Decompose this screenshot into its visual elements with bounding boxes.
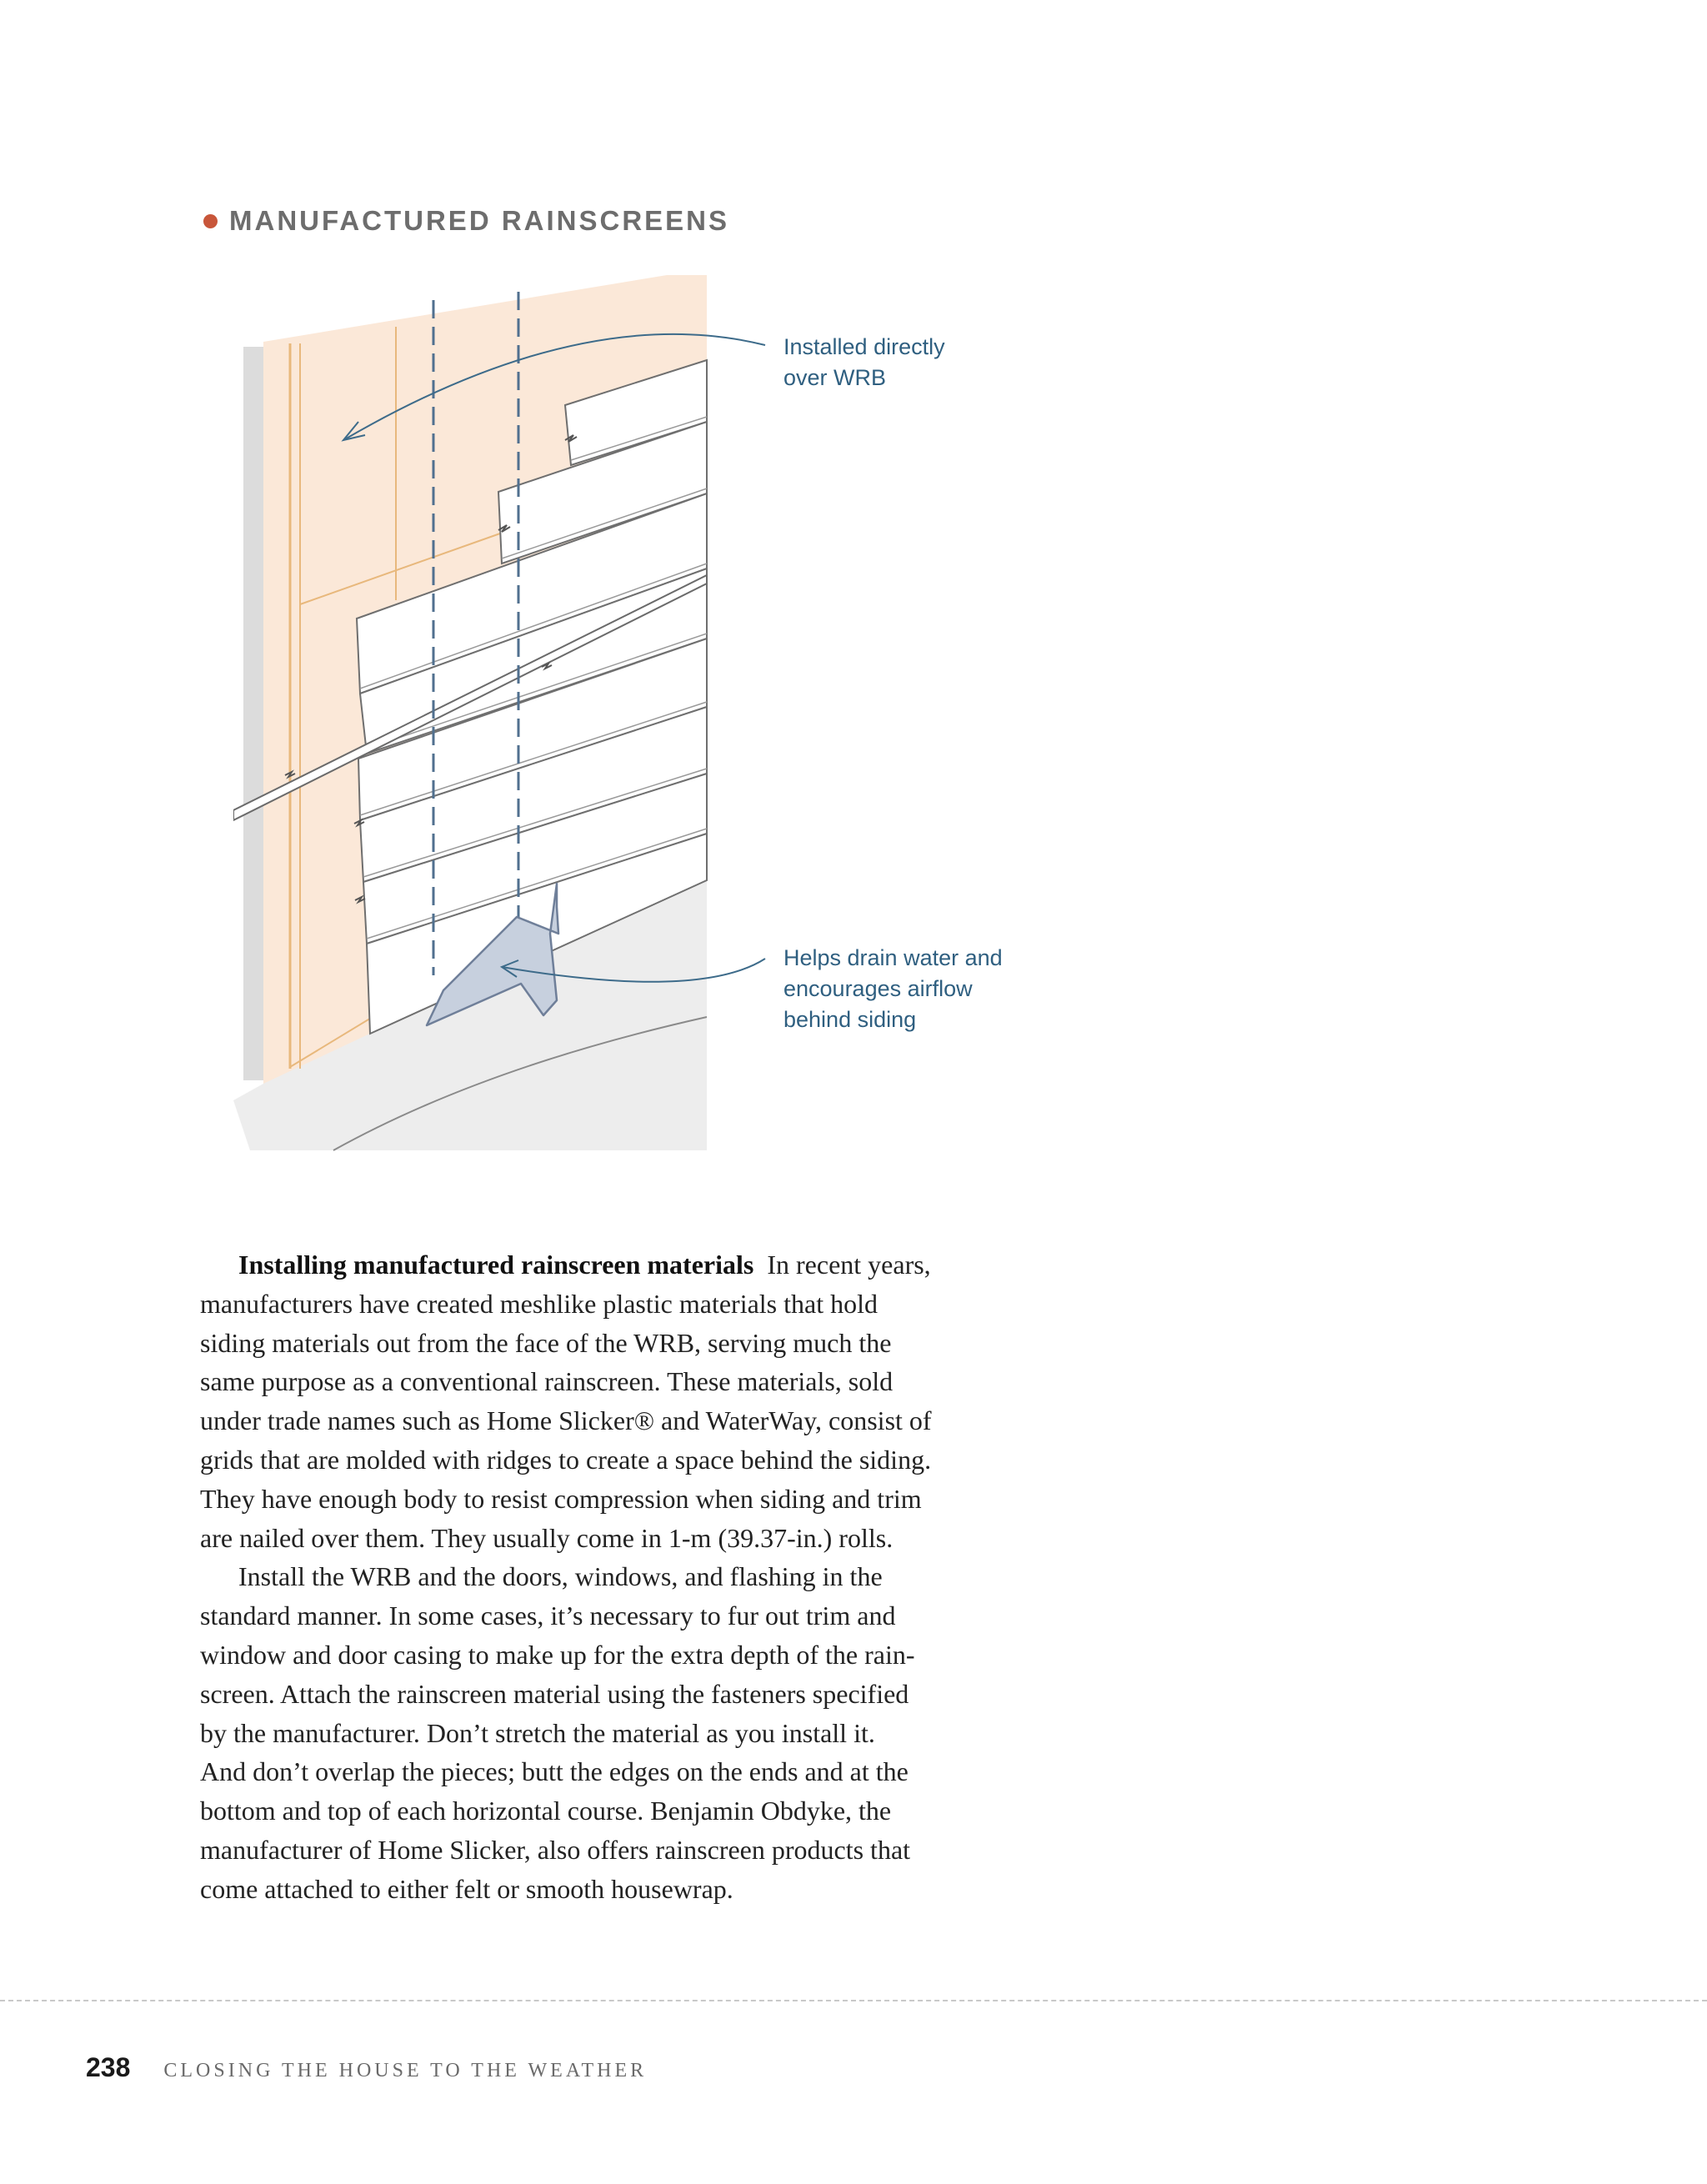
text-line: bottom and top of each horizontal course. Benjamin Obdyke, the (200, 1796, 892, 1826)
body-text (200, 1245, 1059, 1909)
page-footer (86, 2052, 647, 2083)
callout-installed-over-wrb (783, 332, 945, 393)
section-title: MANUFACTURED RAINSCREENS (229, 205, 730, 236)
text-line: come attached to either felt or smooth housewrap. (200, 1873, 733, 1904)
paragraph-2 (200, 1557, 1059, 1908)
section-heading (203, 205, 729, 237)
rainscreen-illustration (233, 267, 867, 1167)
page-number: 238 (86, 2052, 131, 2082)
text-line: grids that are molded with ridges to create a space behind the siding. (200, 1444, 932, 1475)
text-line: same purpose as a conventional rainscreen. These materials, sold (200, 1366, 894, 1397)
text-line: And don’t overlap the pieces; butt the edges on the ends and at the (200, 1756, 909, 1787)
callout-line: behind siding (783, 1007, 917, 1032)
callout-line: Installed directly (783, 334, 945, 359)
callout-line: Helps drain water and (783, 945, 1003, 970)
paragraph-1 (200, 1245, 1059, 1557)
text-line: by the manufacturer. Don’t stretch the material as you install it. (200, 1717, 875, 1748)
text-line: under trade names such as Home Slicker® and WaterWay, consist of (200, 1405, 932, 1436)
text-line: manufacturer of Home Slicker, also offers rainscreen products that (200, 1834, 911, 1865)
lead-title: Installing manufactured rainscreen materials (238, 1250, 754, 1280)
heading-bullet-icon (203, 214, 218, 228)
text-line: They have enough body to resist compression when siding and trim (200, 1483, 922, 1514)
text-line: are nailed over them. They usually come in 1-m (39.37-in.) rolls. (200, 1522, 894, 1553)
text-line: Install the WRB and the doors, windows, and flashing in the (238, 1561, 883, 1592)
callout-line: over WRB (783, 365, 887, 390)
callout-line: encourages airflow (783, 976, 973, 1001)
page-divider (0, 2000, 1707, 2001)
text-line: screen. Attach the rainscreen material using the fasteners specified (200, 1678, 909, 1709)
text-run: In recent years, (767, 1250, 931, 1280)
wall-shadow (243, 347, 263, 1080)
callout-drain-airflow (783, 943, 1003, 1035)
text-line: siding materials out from the face of the WRB, serving much the (200, 1327, 892, 1358)
text-line: standard manner. In some cases, it’s necessary to fur out trim and (200, 1600, 896, 1631)
text-line: window and door casing to make up for the extra depth of the rain- (200, 1639, 915, 1670)
text-line: manufacturers have created meshlike plastic materials that hold (200, 1288, 878, 1319)
running-head: CLOSING THE HOUSE TO THE WEATHER (163, 2060, 648, 2081)
text-line (200, 1245, 1059, 1285)
